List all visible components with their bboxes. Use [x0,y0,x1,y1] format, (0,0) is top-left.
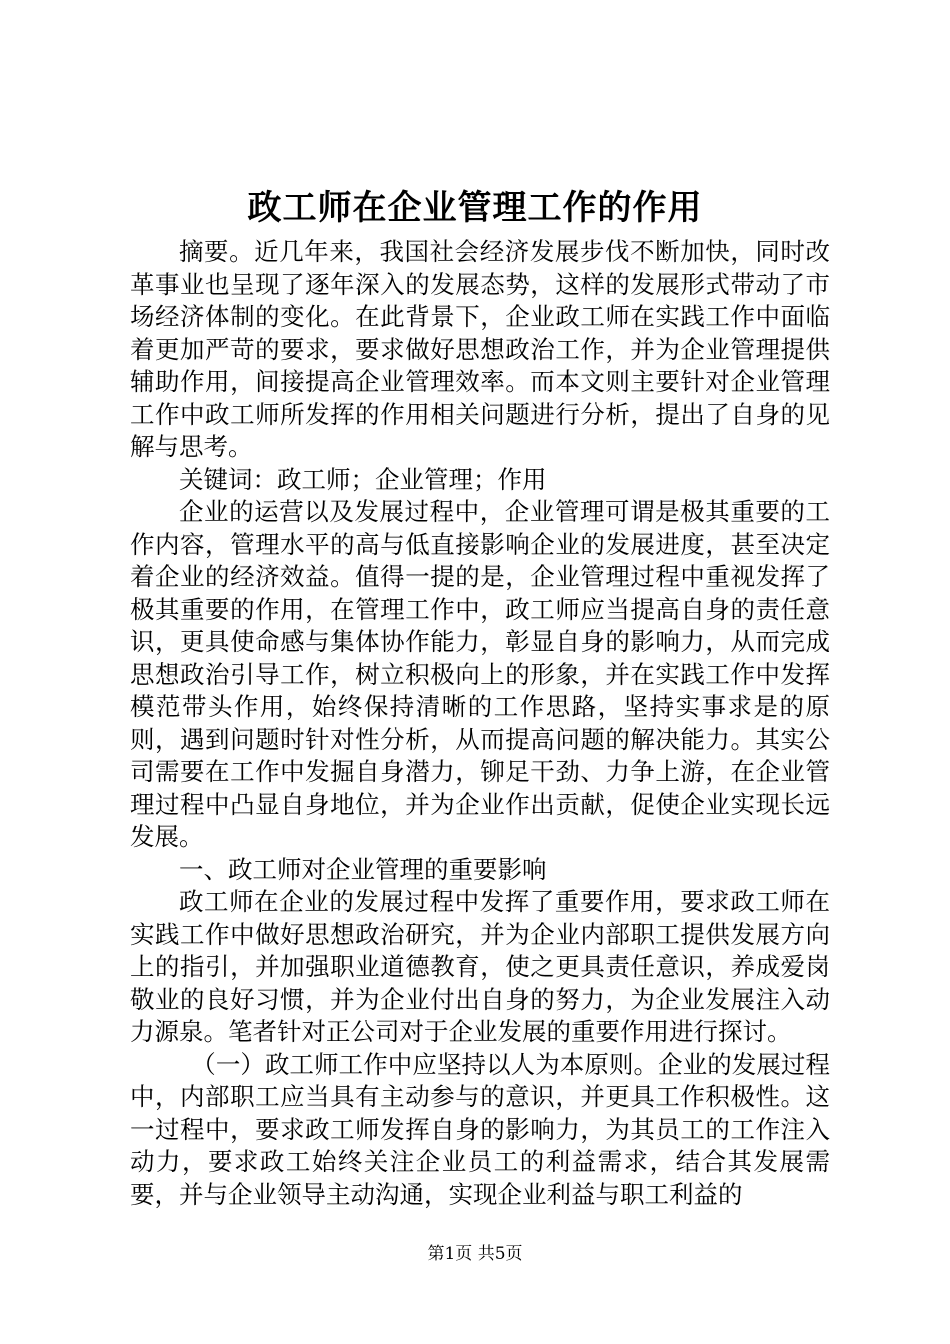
document-title: 政工师在企业管理工作的作用 [247,188,703,228]
document-body [130,236,830,1211]
section-paragraph: 政工师在企业的发展过程中发挥了重要作用，要求政工师在实践工作中做好思想政治研究，并为企业内部职工提供发展方向上的指引，并加强职业道德教育，使之更具责任意识，养成爱岗敬业的良好习惯，并为企业付出自身的努力，为企业发展注入动力源泉。笔者针对正公司对于企业发展的重要作用进行探讨。 [130,887,830,1046]
subsection-paragraph: （一）政工师工作中应坚持以人为本原则。企业的发展过程中，内部职工应当具有主动参与的意识，并更具工作积极性。这一过程中，要求政工师发挥自身的影响力，为其员工的工作注入动力，要求政工始终关注企业员工的利益需求，结合其发展需要，并与企业领导主动沟通，实现企业利益与职工利益的 [130,1049,830,1209]
section-heading: 一、政工师对企业管理的重要影响 [179,854,547,884]
abstract-paragraph: 摘要。近几年来，我国社会经济发展步伐不断加快，同时改革事业也呈现了逐年深入的发展态势，这样的发展形式带动了市场经济体制的变化。在此背景下，企业政工师在实践工作中面临着更加严苛的要求，要求做好思想政治工作，并为企业管理提供辅助作用，间接提高企业管理效率。而本文则主要针对企业管理工作中政工师所发挥的作用相关问题进行分析，提出了自身的见解与思考。 [130,237,830,461]
page-number-footer: 第1页 共5页 [427,1244,523,1264]
intro-paragraph: 企业的运营以及发展过程中，企业管理可谓是极其重要的工作内容，管理水平的高与低直接影响企业的发展进度，甚至决定着企业的经济效益。值得一提的是，企业管理过程中重视发挥了极其重要的作用，在管理工作中，政工师应当提高自身的责任意识，更具使命感与集体协作能力，彰显自身的影响力，从而完成思想政治引导工作，树立积极向上的形象，并在实践工作中发挥模范带头作用，始终保持清晰的工作思路，坚持实事求是的原则，遇到问题时针对性分析，从而提高问题的解决能力。其实公司需要在工作中发掘自身潜力，铆足干劲、力争上游，在企业管理过程中凸显自身地位，并为企业作出贡献，促使企业实现长远发展。 [130,497,830,851]
keywords-line: 关键词：政工师；企业管理；作用 [179,464,547,494]
